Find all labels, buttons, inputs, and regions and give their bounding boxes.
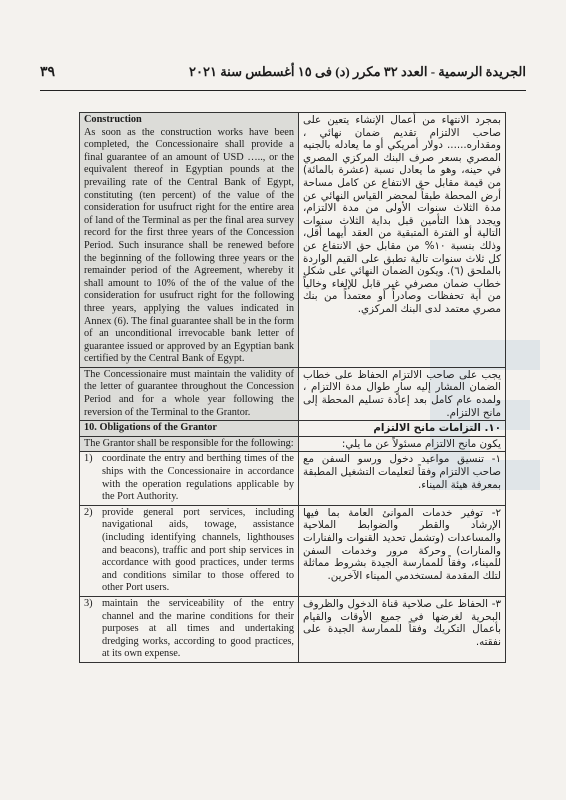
obligation-2-ar-cell [299,505,506,596]
gazette-title: الجريدة الرسمية - العدد ٣٢ مكرر (د) فى ١٥ أغسطس سنة ٢٠٢١ [189,64,526,79]
construction-heading: Construction [84,114,142,125]
obligation-text-ar: ١- تنسيق مواعيد دخول ورسو السفن مع صاحب الالتزام وفقاً لتعليمات التشغيل المطبقة بمعرفة هيئة الميناء. [303,453,501,491]
obligation-text: provide general port services, including navigational aids, towage, assistance (including identifying channels, lighthouses and beacons), traffic and port ship services in accordance with good practices, under terms and conditions similar to those offered to other Port users. [102,506,294,594]
validity-en-cell [80,367,299,420]
table-row [80,436,506,452]
grantor-intro-ar: يكون مانح الالتزام مسئولاً عن ما يلي: [341,437,501,450]
page-header [40,62,526,82]
validity-ar-cell [299,367,506,420]
grantor-intro-ar-cell [299,436,506,452]
obligation-number: 1) [84,453,93,465]
table-row [80,505,506,596]
obligation-number: 3) [84,597,93,609]
obligation-text-ar: ٢- توفير خدمات الموانئ العامة بما فيها الإرشاد والقطر والضوابط الملاحية والمساعدات (وتشمل تحديد القنوات والفنارات والمنارات) وحركة مرور وخدمات السفن للميناء، وفقاً للممارسة الجيدة بشروط مماثلة لتلك المقدمة لمستخدمي الميناء الآخرين. [303,506,501,582]
obligation-item [84,453,294,503]
page-number: ٣٩ [40,64,56,80]
table-row [80,452,506,505]
section10-ar-heading-cell [299,421,506,437]
header-rule [40,90,526,91]
grantor-intro-en: The Grantor shall be responsible for the following: [84,437,294,449]
construction-ar-cell [299,113,506,368]
obligation-1-ar-cell [299,452,506,505]
obligation-text: maintain the serviceability of the entry channel and the marine conditions for their purposes at all times and undertaking dredging works, according to good practices, at its own expense. [102,597,294,660]
table-row [80,596,506,662]
obligation-3-en-cell [80,596,299,662]
section10-ar-heading: ١٠. التزامات مانح الالتزام [373,422,501,435]
construction-en-text: As soon as the construction works have been completed, the Concessionaire shall provide a final guarantee of an amount of USD ….., or the equivalent thereof in Egyptian pounds at the prevailing rate of the Central Bank of Egypt, constituting (ten percent) of the value of the consideration for usufruct right for the entire area of land of the Terminal as per the final area survey record for the first three years of the Concession Period. Such insurance shall be renewed before the beginning of the following three years or the remainder period of the Agreement, whereby it shall amount to 10% of the of the value of the consideration for usufruct right for the following three years, applying the values indicated in Annex (6). The final guarantee shall be in the form of an unconditional irrevocable bank letter of guarantee issued or approved by an Egyptian bank certified by the Central Bank of Egypt. [84,126,294,365]
obligation-text: coordinate the entry and berthing times of the ships with the Concessionaire in accordance with the operation regulations applicable by the Port Authority. [102,453,294,503]
agreement-table [79,112,506,663]
obligation-item [84,598,294,661]
obligation-item [84,507,294,595]
construction-ar-text: بمجرد الانتهاء من أعمال الإنشاء يتعين على صاحب الالتزام تقديم ضمان نهائي ، ومقداره...... دولار أمريكي أو ما يعادله بالجنيه المصري بسعر صرف البنك المركزي المصري في حينه، وهو ما يعادل نسبة (عشرة بالمائة) من قيمة مقابل حق الانتفاع عن كامل مساحة أرض المحطة طبقاً لمحضر القياس النهائي عن مدة الثلاث سنوات الأولى من مدة الالتزام، ويجدد هذا التأمين قبل بداية الثلاث سنوات التالية أو الفترة المتبقية من العقد أيهما أقل، وذلك بنسبة ١٠% من مقابل حق الانتفاع عن كل ثلاث سنوات تالية تطبق على القيم الواردة بالملحق (٦). ويكون الضمان النهائي على شكل خطاب ضمان مصرفي غير قابل للإلغاء وخالياً من أية تحفظات وصادراً أو معتمداً من بنك مصري معتمد لدى البنك المركزي. [303,114,501,315]
obligation-text-ar: ٣- الحفاظ على صلاحية قناة الدخول والظروف البحرية لغرضها في جميع الأوقات والقيام بأعمال التكريك وفقاً للممارسة الجيدة على نفقته. [303,597,501,648]
obligation-number: 2) [84,506,93,518]
validity-ar-text: يجب على صاحب الالتزام الحفاظ على خطاب الضمان المشار إليه سارٍ طوال مدة الالتزام ، ولمده عام كامل بعد إعادة تسليم المحطة إلى مانح الالتزام. [303,368,501,419]
section10-en-heading: 10. Obligations of the Grantor [84,422,217,434]
table-row [80,367,506,420]
obligation-1-en-cell [80,452,299,505]
obligation-2-en-cell [80,505,299,596]
grantor-intro-en-cell [80,436,299,452]
construction-en-cell [80,113,299,368]
validity-en-text: The Concessionaire must maintain the validity of the letter of guarantee throughout the Concession Period and for a whole year following the reversion of the Terminal to the Grantor. [84,368,294,418]
table-row [80,421,506,437]
table-row [80,113,506,368]
section10-en-heading-cell [80,421,299,437]
obligation-3-ar-cell [299,596,506,662]
